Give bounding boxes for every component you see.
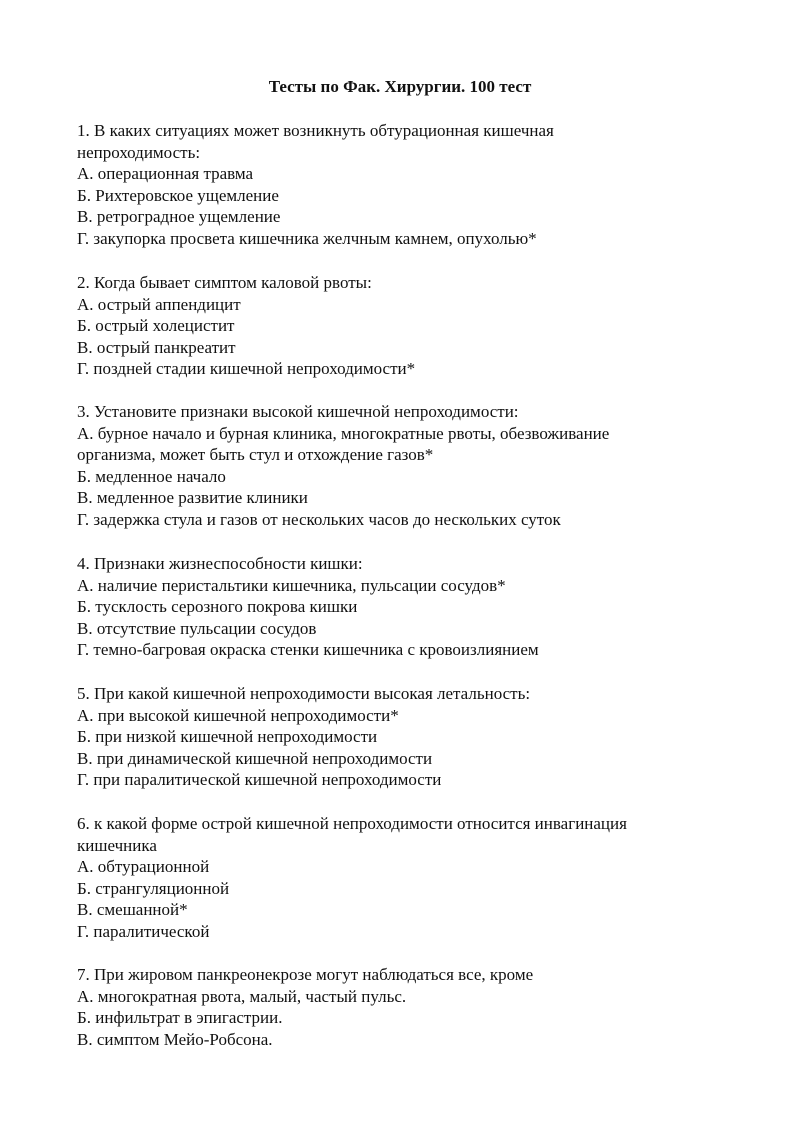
question-text: 5. При какой кишечной непроходимости высокая летальность: xyxy=(77,684,531,703)
question-text: 6. к какой форме острой кишечной непроходимости относится инвагинация xyxy=(77,814,627,833)
answer-option: А. острый аппендицит xyxy=(77,294,241,314)
answer-option: Б. инфильтрат в эпигастрии. xyxy=(77,1008,283,1028)
answer-option: А. многократная рвота, малый, частый пульс. xyxy=(77,986,407,1006)
question-3 xyxy=(77,401,717,531)
answer-option: организма, может быть стул и отхождение газов* xyxy=(77,445,434,465)
answer-option: В. симптом Мейо-Робсона. xyxy=(77,1029,273,1049)
answer-option: Б. острый холецистит xyxy=(77,316,235,336)
question-text: 4. Признаки жизнеспособности кишки: xyxy=(77,554,363,573)
answer-option: В. ретроградное ущемление xyxy=(77,207,281,227)
question-text: кишечника xyxy=(77,835,157,855)
question-6 xyxy=(77,813,717,943)
question-text: 3. Установите признаки высокой кишечной непроходимости: xyxy=(77,402,519,421)
answer-option: А. обтурационной xyxy=(77,857,210,877)
answer-option: Г. поздней стадии кишечной непроходимости* xyxy=(77,359,416,379)
answer-option: Б. тусклость серозного покрова кишки xyxy=(77,597,358,617)
question-text: непроходимость: xyxy=(77,142,201,162)
answer-option: А. операционная травма xyxy=(77,164,254,184)
question-4 xyxy=(77,553,717,661)
answer-option: В. медленное развитие клиники xyxy=(77,488,308,508)
answer-option: Г. паралитической xyxy=(77,921,210,941)
answer-option: В. острый панкреатит xyxy=(77,337,236,357)
question-2 xyxy=(77,272,717,380)
answer-option: А. наличие перистальтики кишечника, пульсации сосудов* xyxy=(77,575,506,595)
answer-option: Г. задержка стула и газов от нескольких часов до нескольких суток xyxy=(77,509,561,529)
answer-option: А. при высокой кишечной непроходимости* xyxy=(77,705,399,725)
answer-option: Г. темно-багровая окраска стенки кишечника с кровоизлиянием xyxy=(77,640,539,660)
question-5 xyxy=(77,683,717,791)
answer-option: В. при динамической кишечной непроходимости xyxy=(77,748,433,768)
question-text: 1. В каких ситуациях может возникнуть обтурационная кишечная xyxy=(77,121,554,140)
answer-option: Г. при паралитической кишечной непроходимости xyxy=(77,770,442,790)
answer-option: В. смешанной* xyxy=(77,900,188,920)
answer-option: Б. медленное начало xyxy=(77,466,226,486)
answer-option: Б. при низкой кишечной непроходимости xyxy=(77,727,378,747)
answer-option: Б. Рихтеровское ущемление xyxy=(77,185,279,205)
answer-option: В. отсутствие пульсации сосудов xyxy=(77,618,317,638)
question-1 xyxy=(77,120,717,250)
question-text: 2. Когда бывает симптом каловой рвоты: xyxy=(77,273,372,292)
answer-option: Б. странгуляционной xyxy=(77,878,230,898)
document-title: Тесты по Фак. Хирургии. 100 тест xyxy=(268,77,532,96)
answer-option: Г. закупорка просвета кишечника желчным камнем, опухолью* xyxy=(77,228,537,248)
question-7 xyxy=(77,964,717,1050)
answer-option: А. бурное начало и бурная клиника, многократные рвоты, обезвоживание xyxy=(77,423,610,443)
question-text: 7. При жировом панкреонекрозе могут наблюдаться все, кроме xyxy=(77,965,534,984)
